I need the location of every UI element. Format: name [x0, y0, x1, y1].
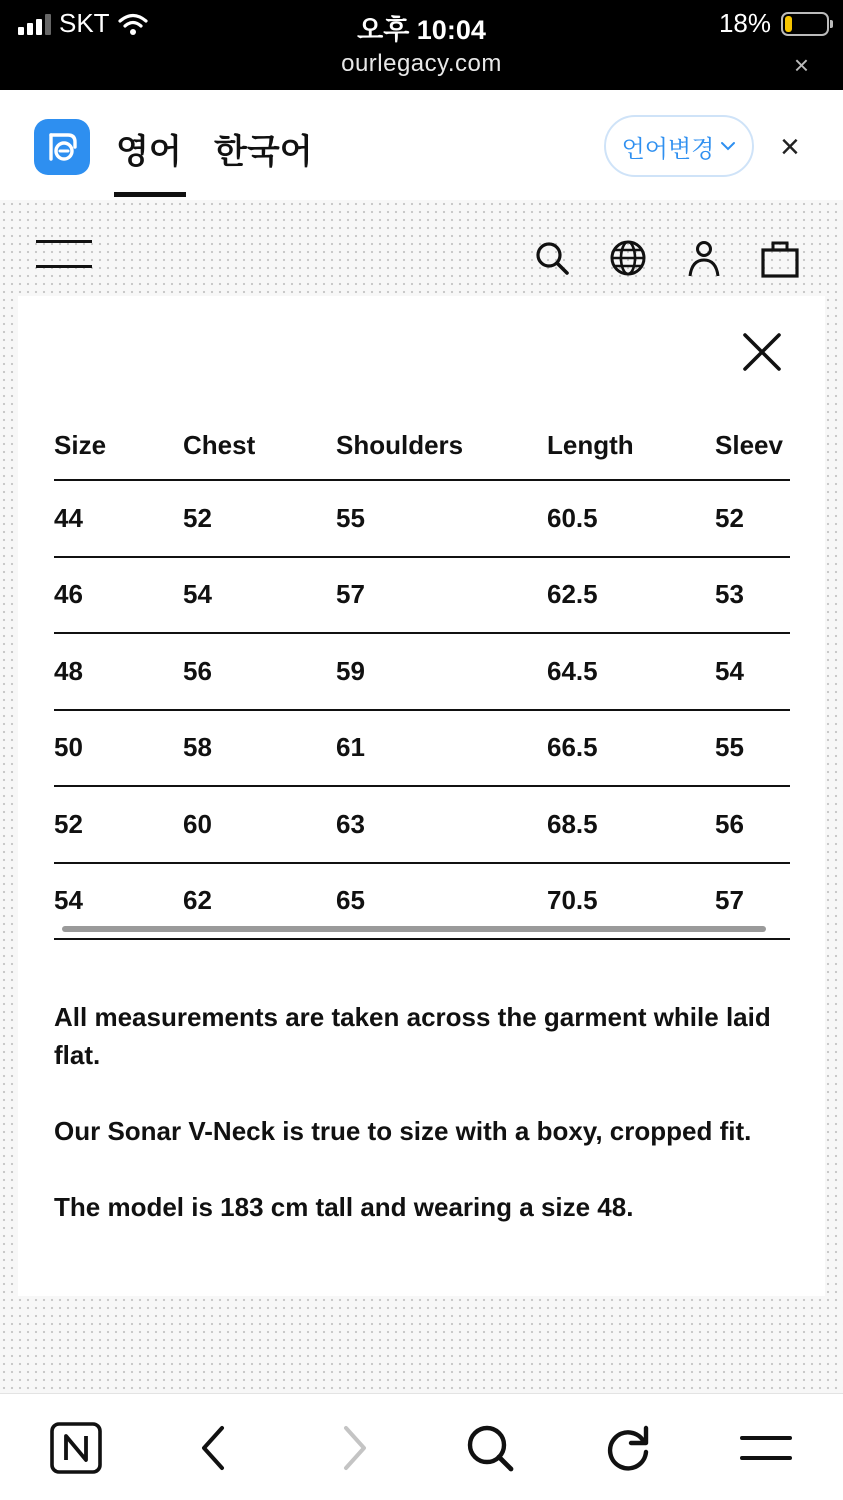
website-content	[0, 200, 843, 1393]
naver-icon[interactable]	[48, 1420, 104, 1476]
table-cell: 46	[54, 579, 83, 610]
table-cell: 54	[715, 655, 744, 686]
table-cell: 53	[715, 579, 744, 610]
forward-icon[interactable]	[326, 1420, 382, 1476]
search-icon[interactable]	[532, 238, 572, 278]
menu-icon[interactable]	[36, 240, 92, 270]
change-language-button[interactable]	[604, 115, 754, 177]
table-cell: 57	[336, 579, 365, 610]
table-cell: 58	[183, 732, 212, 763]
note-fit: Our Sonar V-Neck is true to size with a boxy, cropped fit.	[54, 1116, 752, 1146]
table-cell: 59	[336, 655, 365, 686]
column-header: Size	[54, 430, 107, 460]
note-measurements: All measurements are taken across the garment while laid flat.	[54, 1002, 771, 1070]
size-table	[54, 404, 790, 940]
column-header: Chest	[183, 430, 256, 460]
back-icon[interactable]	[186, 1420, 242, 1476]
reload-icon[interactable]	[600, 1420, 656, 1476]
column-header: Shoulders	[336, 430, 464, 460]
carrier-label: SKT	[59, 8, 110, 38]
table-row	[54, 480, 790, 557]
chevron-down-icon	[720, 140, 736, 152]
table-cell: 44	[54, 502, 83, 533]
table-cell: 56	[715, 808, 744, 839]
table-row	[54, 710, 790, 787]
status-bar	[0, 0, 843, 90]
table-row	[54, 786, 790, 863]
column-header: Length	[547, 430, 634, 460]
table-cell: 66.5	[547, 732, 598, 763]
translate-bar	[0, 90, 843, 200]
account-icon[interactable]	[684, 238, 724, 278]
column-header: Sleev	[715, 430, 783, 460]
table-cell: 56	[183, 655, 212, 686]
table-cell: 61	[336, 732, 365, 763]
table-row	[54, 633, 790, 710]
url-close-icon[interactable]: ×	[793, 50, 809, 80]
table-cell: 68.5	[547, 808, 598, 839]
clock: 오후 10:04	[357, 15, 486, 45]
table-cell: 62.5	[547, 579, 598, 610]
table-cell: 63	[336, 808, 365, 839]
globe-icon[interactable]	[608, 238, 648, 278]
close-icon[interactable]	[740, 330, 784, 374]
translate-logo-icon	[34, 119, 90, 175]
table-cell: 57	[715, 885, 744, 916]
table-cell: 52	[715, 502, 744, 533]
search-icon[interactable]	[462, 1420, 518, 1476]
table-cell: 54	[54, 885, 83, 916]
change-language-label: 언어변경	[621, 135, 715, 163]
table-cell: 50	[54, 732, 83, 763]
translate-close-icon[interactable]: ×	[780, 128, 800, 166]
size-guide-modal	[18, 296, 825, 1296]
table-cell: 64.5	[547, 655, 598, 686]
browser-toolbar	[0, 1393, 843, 1500]
table-row	[54, 557, 790, 634]
tab-english[interactable]: 영어	[116, 124, 182, 173]
menu-icon[interactable]	[738, 1420, 794, 1476]
battery-percent: 18%	[718, 8, 771, 38]
note-model: The model is 183 cm tall and wearing a size 48.	[54, 1192, 634, 1222]
page-url[interactable]: ourlegacy.com	[341, 50, 502, 77]
table-cell: 62	[183, 885, 212, 916]
battery-icon	[781, 12, 829, 36]
table-cell: 55	[715, 732, 744, 763]
table-cell: 48	[54, 655, 83, 686]
horizontal-scrollbar[interactable]	[62, 926, 766, 932]
size-notes	[54, 998, 794, 1264]
table-cell: 52	[183, 502, 212, 533]
tab-korean[interactable]: 한국어	[214, 133, 313, 171]
status-right	[719, 8, 829, 39]
bag-icon[interactable]	[760, 238, 800, 278]
table-cell: 55	[336, 502, 365, 533]
table-cell: 65	[336, 885, 365, 916]
table-cell: 60.5	[547, 502, 598, 533]
table-cell: 54	[183, 579, 212, 610]
table-header-row	[54, 404, 790, 480]
table-cell: 52	[54, 808, 83, 839]
site-header	[0, 200, 843, 296]
table-cell: 60	[183, 808, 212, 839]
table-cell: 70.5	[547, 885, 598, 916]
